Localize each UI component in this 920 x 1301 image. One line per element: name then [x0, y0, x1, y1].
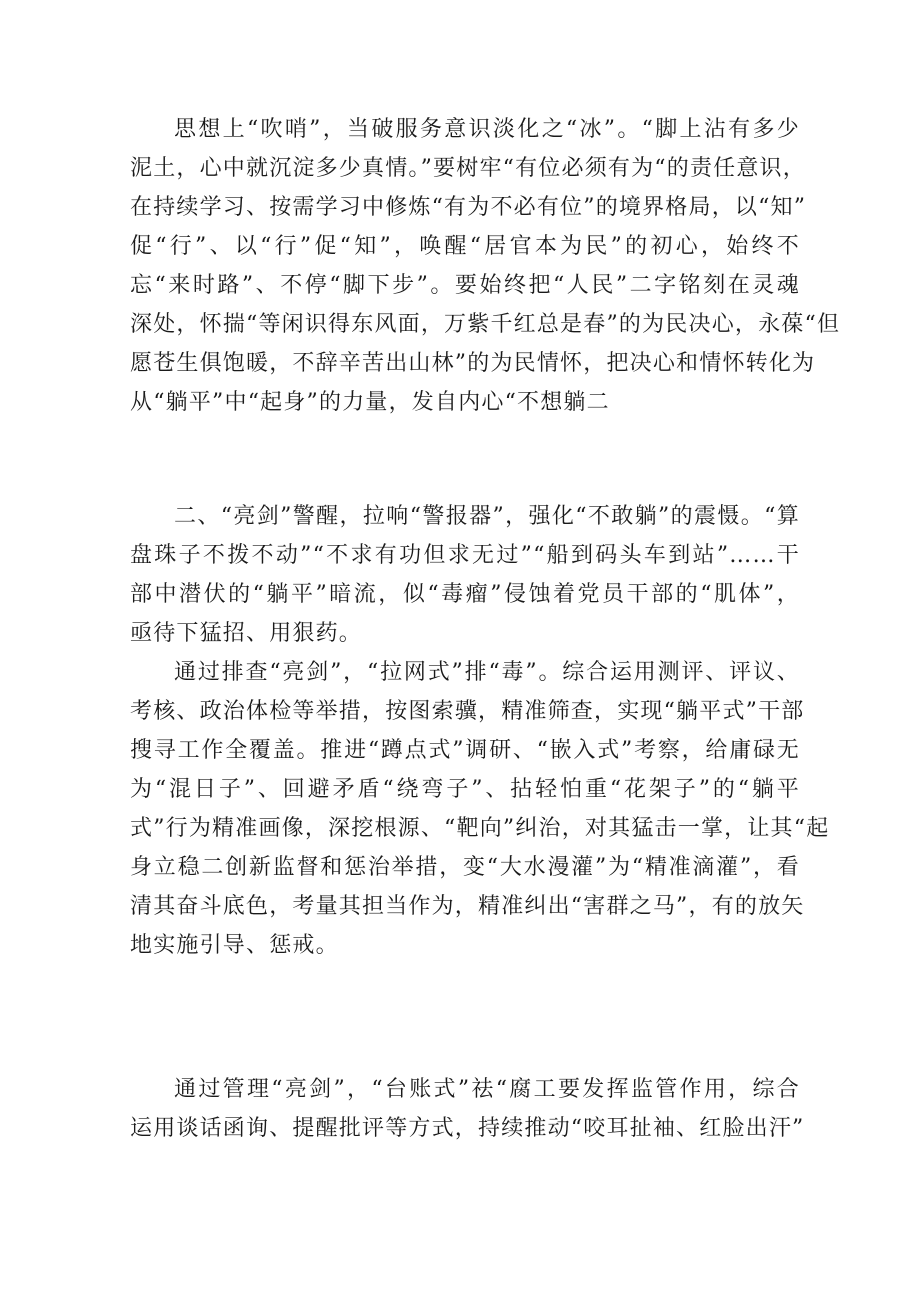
text-line: 从“躺平”中“起身”的力量，发自内心“不想躺二 — [130, 390, 610, 415]
text-line: 忘“来时路”、不停“脚下步”。要始终把“人民”二字铭刻在灵魂 — [130, 273, 800, 298]
text-line: 在持续学习、按需学习中修炼“有为不必有位”的境界格局，以“知” — [130, 195, 807, 220]
paragraph-4 — [130, 1070, 805, 1148]
text-line: 搜寻工作全覆盖。推进“蹲点式”调研、“嵌入式”考察，给庸碌无 — [130, 738, 800, 763]
text-line: 通过排查“亮剑”，“拉网式”排“毒”。综合运用测评、评议、 — [174, 660, 800, 685]
text-line: 亟待下猛招、用狠药。 — [130, 621, 363, 646]
text-line: 思想上“吹哨”，当破服务意识淡化之“冰”。“脚上沾有多少 — [174, 117, 800, 142]
paragraph-3 — [130, 653, 830, 965]
text-line: 运用谈话函询、提醒批评等方式，持续推动“咬耳扯袖、红脸出汗” — [130, 1116, 805, 1141]
text-line: 身立稳二创新监督和惩治举措，变“大水漫灌”为“精准滴灌”，看 — [130, 855, 800, 880]
text-line: 促“行”、以“行”促“知”，唤醒“居官本为民”的初心，始终不 — [130, 234, 800, 259]
text-line: 地实施引导、惩戒。 — [130, 933, 339, 958]
text-line: 盘珠子不拨不动”“不求有功但求无过”“船到码头车到站”……干 — [130, 543, 800, 568]
text-line: 泥土，心中就沉淀多少真情。”要树牢“有位必须有为“的责任意识， — [130, 156, 806, 181]
paragraph-2 — [130, 497, 800, 653]
text-line: 式”行为精准画像，深挖根源、“靶向”纠治，对其猛击一掌，让其“起 — [130, 816, 830, 841]
paragraph-1 — [130, 110, 841, 422]
text-line: 二、“亮剑”警醒，拉响“警报器”，强化“不敢躺”的震慑。“算 — [174, 504, 800, 529]
text-line: 深处，怀揣“等闲识得东风面，万紫千红总是春”的为民决心，永葆“但 — [130, 312, 841, 337]
text-line: 为“混日子”、回避矛盾“绕弯子”、拈轻怕重“花架子”的“躺平 — [130, 777, 800, 802]
text-line: 愿苍生俱饱暖，不辞辛苦出山林”的为民情怀，把决心和情怀转化为 — [130, 351, 816, 376]
text-line: 考核、政治体检等举措，按图索骥，精准筛查，实现“躺平式”干部 — [130, 699, 805, 724]
text-line: 部中潜伏的“躺平”暗流，似“毒瘤”侵蚀着党员干部的“肌体”， — [130, 582, 800, 607]
text-line: 通过管理“亮剑”，“台账式”祛“腐工要发挥监管作用，综合 — [174, 1077, 800, 1102]
text-line: 清其奋斗底色，考量其担当作为，精准纠出“害群之马”，有的放矢 — [130, 894, 805, 919]
